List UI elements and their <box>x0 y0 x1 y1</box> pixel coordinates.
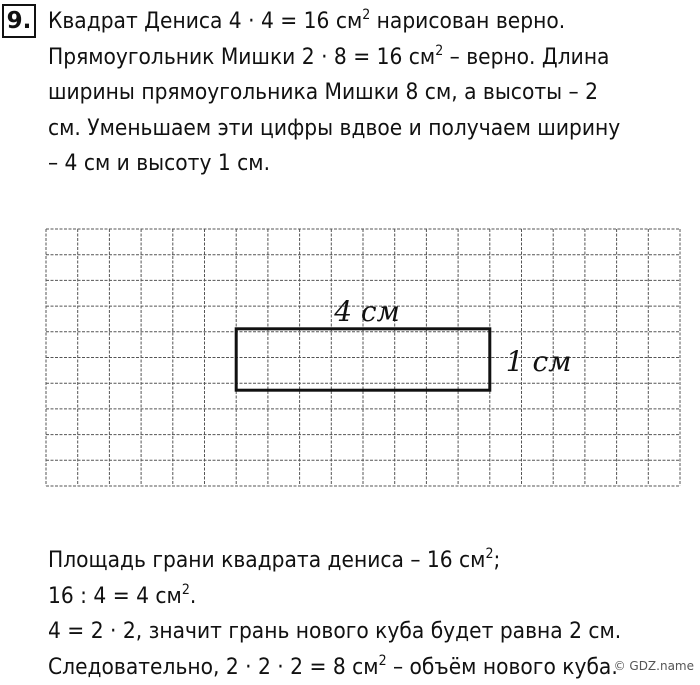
answer-block <box>48 543 698 685</box>
width-label: 4 см <box>334 294 400 328</box>
watermark: © GDZ.name <box>613 659 694 673</box>
paragraph-line: – 4 см и высоту 1 см. <box>48 150 271 176</box>
answer-line: Площадь грани квадрата дениса – 16 $см^2$; <box>48 546 501 573</box>
solution-paragraph <box>48 4 693 182</box>
answer-line: 16 : 4 = 4 $см^2$. <box>48 581 197 609</box>
height-label: 1 см <box>505 344 572 378</box>
grid-figure <box>44 225 684 490</box>
paragraph-line: Прямоугольник Мишки 2 · 8 = 16 $см^2$ – верно. Длина <box>48 42 610 70</box>
paragraph-line: ширины прямоугольника Мишки 8 см, а высоты – 2 <box>48 79 598 105</box>
problem-number: 9. <box>2 4 36 38</box>
paragraph-line: Квадрат Дениса 4 · 4 = 16 $см^2$ нарисован верно. <box>48 7 566 34</box>
answer-line: 4 = 2 · 2, значит грань нового куба будет равна 2 см. <box>48 618 622 644</box>
answer-line: Следовательно, 2 · 2 · 2 = 8 $см^2$ – объём нового куба. <box>48 652 618 680</box>
paragraph-line: см. Уменьшаем эти цифры вдвое и получаем ширину <box>48 114 621 141</box>
graph-paper-grid <box>46 229 680 486</box>
